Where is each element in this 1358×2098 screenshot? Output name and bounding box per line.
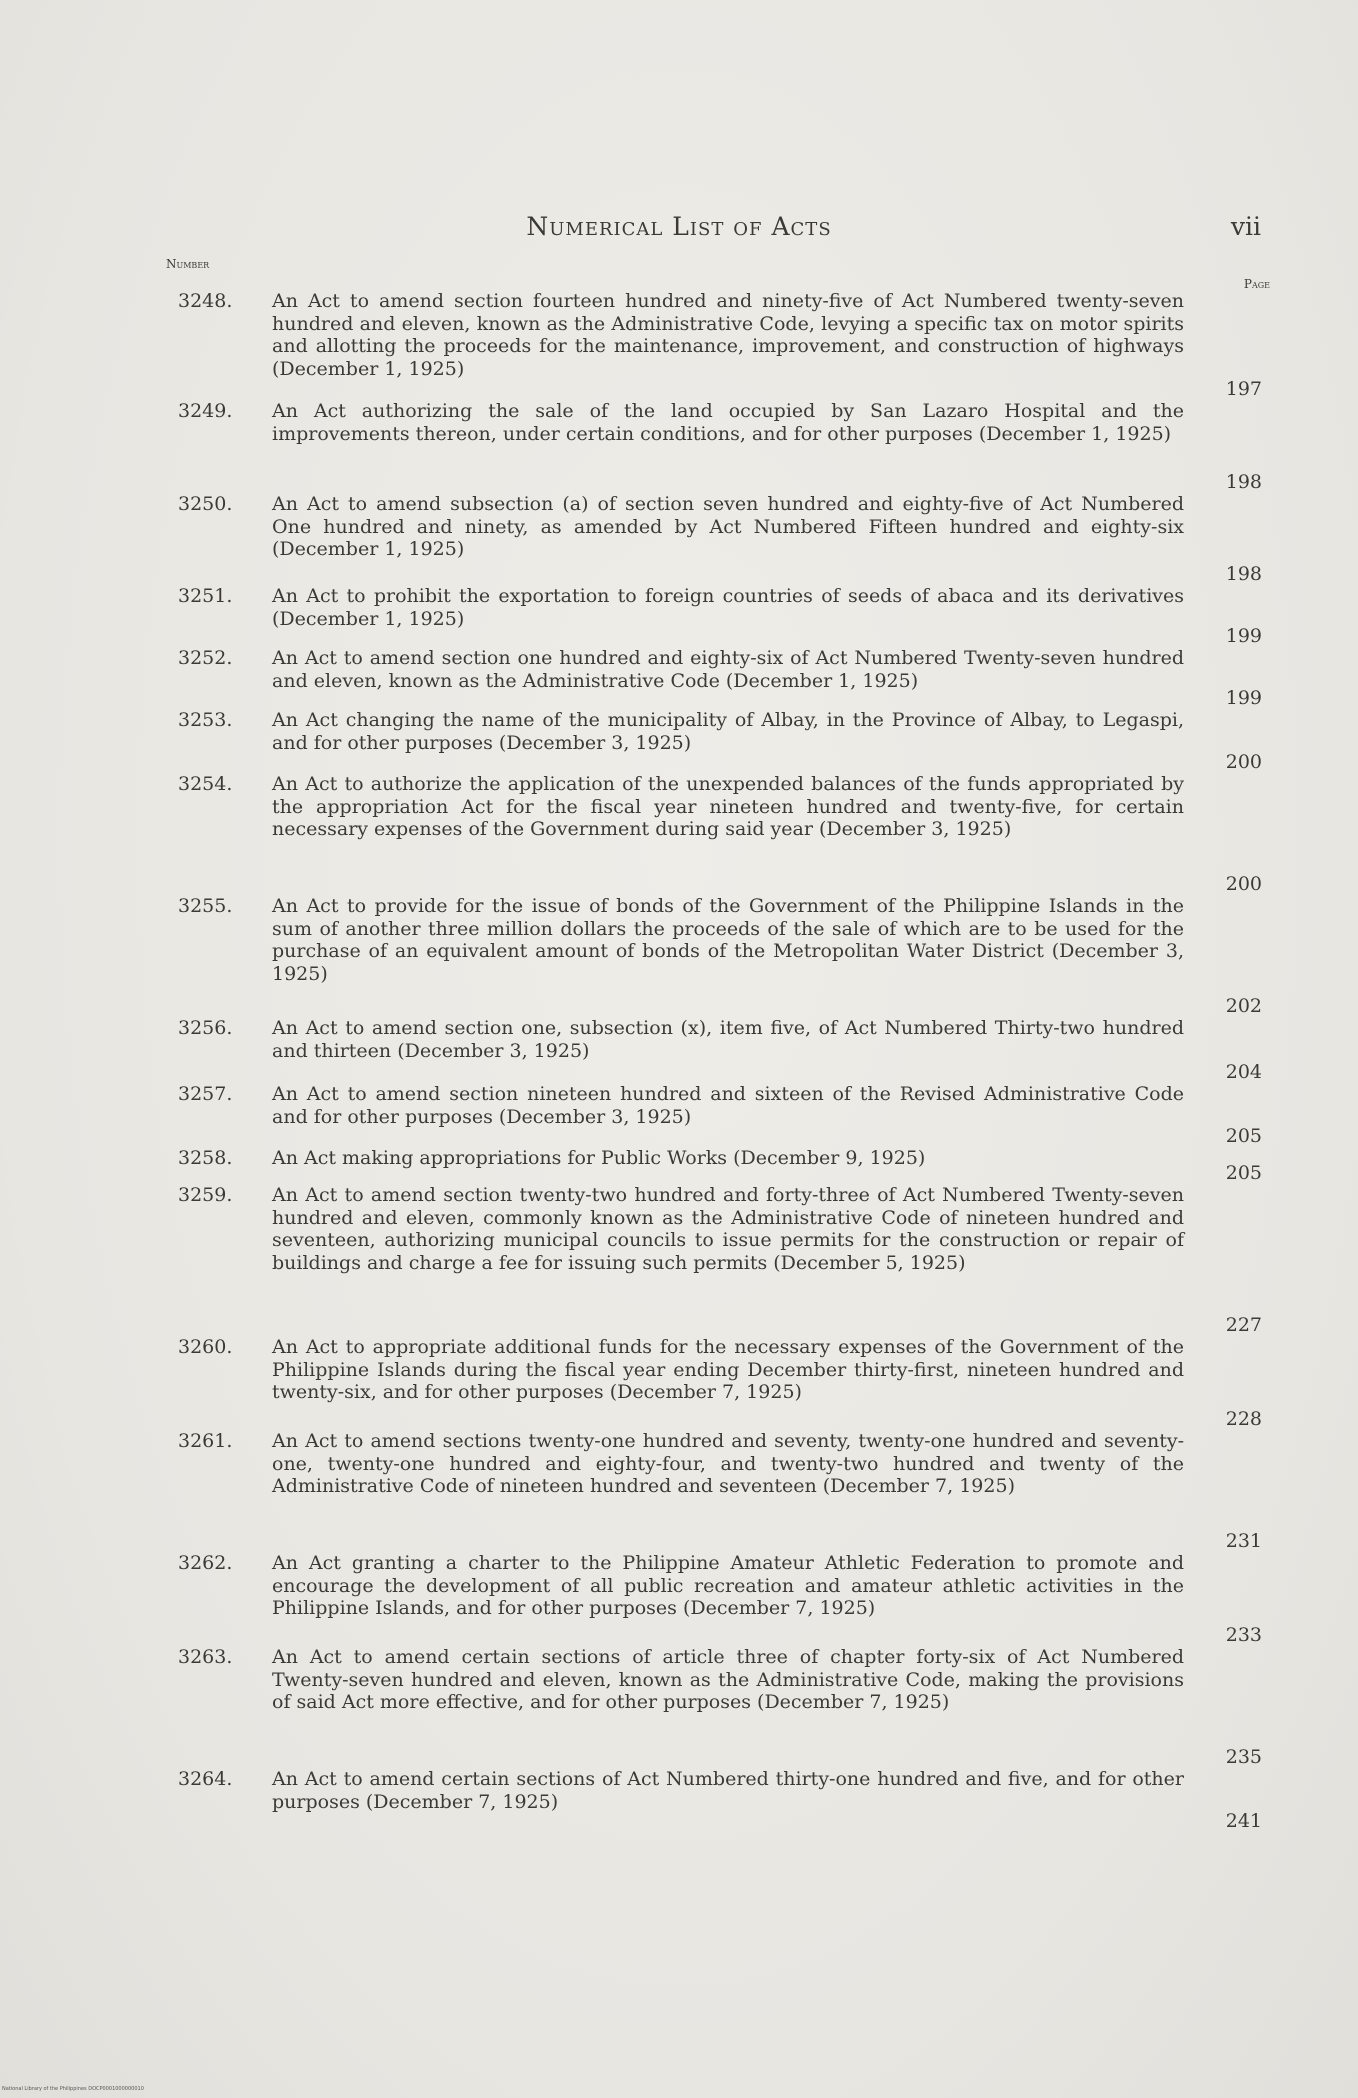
act-number: 3264. bbox=[178, 1768, 233, 1790]
act-page: 200 bbox=[1225, 872, 1262, 895]
act-page: 235 bbox=[1225, 1745, 1262, 1768]
act-page: 241 bbox=[1225, 1809, 1262, 1832]
act-number: 3256. bbox=[178, 1017, 233, 1039]
list-item bbox=[172, 400, 1262, 493]
act-number: 3257. bbox=[178, 1083, 233, 1105]
act-page: 231 bbox=[1225, 1529, 1262, 1552]
list-item bbox=[172, 1184, 1262, 1336]
act-page: 202 bbox=[1225, 994, 1262, 1017]
act-description: An Act to amend section fourteen hundred and ninety-five of Act Numbered twenty-seven hundred and eleven, known as the Administrative Code, levying a specific tax on motor spirits and allotting the proceeds for the maintenance, improvement, and construction of highways (December 1, 1925) bbox=[272, 290, 1184, 380]
act-number: 3260. bbox=[178, 1336, 233, 1358]
act-number: 3254. bbox=[178, 773, 233, 795]
acts-list bbox=[172, 290, 1262, 1832]
list-item bbox=[172, 1017, 1262, 1083]
act-description: An Act to amend section one hundred and eighty-six of Act Numbered Twenty-seven hundred and eleven, known as the Administrative Code (December 1, 1925) bbox=[272, 647, 1184, 692]
act-description: An Act to amend certain sections of Act Numbered thirty-one hundred and five, and for other purposes (December 7, 1925) bbox=[272, 1768, 1184, 1813]
footer-note: National Library of the Philippines DOCP0001000000010 bbox=[2, 2086, 144, 2092]
act-description: An Act to amend certain sections of article three of chapter forty-six of Act Numbered Twenty-seven hundred and eleven, known as the Administrative Code, making the provisions of said Act more effective, and for other purposes (December 7, 1925) bbox=[272, 1646, 1184, 1713]
act-description: An Act granting a charter to the Philippine Amateur Athletic Federation to promote and encourage the development of all public recreation and amateur athletic activities in the Philippine Islands, and for other purposes (December 7, 1925) bbox=[272, 1552, 1184, 1619]
act-number: 3262. bbox=[178, 1552, 233, 1574]
act-page: 205 bbox=[1225, 1124, 1262, 1147]
act-description: An Act authorizing the sale of the land occupied by San Lazaro Hospital and the improvements thereon, under certain conditions, and for other purposes (December 1, 1925) bbox=[272, 400, 1184, 445]
act-description: An Act to authorize the application of the unexpended balances of the funds appropriated by the appropriation Act for the fiscal year nineteen hundred and twenty-five, for certain necessary expenses of the Government during said year (December 3, 1925) bbox=[272, 773, 1184, 840]
act-page: 199 bbox=[1225, 624, 1262, 647]
act-number: 3252. bbox=[178, 647, 233, 669]
act-description: An Act to amend section nineteen hundred and sixteen of the Revised Administrative Code and for other purposes (December 3, 1925) bbox=[272, 1083, 1184, 1128]
list-item bbox=[172, 1083, 1262, 1147]
act-number: 3253. bbox=[178, 709, 233, 731]
act-page: 200 bbox=[1225, 750, 1262, 773]
page-column-label: Page bbox=[1243, 277, 1270, 291]
list-item bbox=[172, 709, 1262, 773]
list-item bbox=[172, 1430, 1262, 1552]
page-numeral: vii bbox=[1230, 212, 1261, 241]
list-item bbox=[172, 585, 1262, 647]
number-column-label: Number bbox=[166, 257, 210, 271]
list-item bbox=[172, 290, 1262, 400]
act-description: An Act to appropriate additional funds for the necessary expenses of the Government of the Philippine Islands during the fiscal year ending December thirty-first, nineteen hundred and twenty-six, and for other purposes (December 7, 1925) bbox=[272, 1336, 1184, 1403]
act-page: 197 bbox=[1225, 377, 1262, 400]
act-description: An Act to prohibit the exportation to foreign countries of seeds of abaca and its derivatives (December 1, 1925) bbox=[272, 585, 1184, 630]
act-page: 233 bbox=[1225, 1623, 1262, 1646]
list-item bbox=[172, 1552, 1262, 1646]
act-number: 3258. bbox=[178, 1147, 233, 1169]
act-page: 198 bbox=[1225, 470, 1262, 493]
list-item bbox=[172, 773, 1262, 895]
act-number: 3261. bbox=[178, 1430, 233, 1452]
act-description: An Act changing the name of the municipality of Albay, in the Province of Albay, to Legaspi, and for other purposes (December 3, 1925) bbox=[272, 709, 1184, 754]
act-number: 3255. bbox=[178, 895, 233, 917]
act-number: 3263. bbox=[178, 1646, 233, 1668]
page-title: Numerical List of Acts bbox=[526, 212, 832, 241]
act-description: An Act to amend section one, subsection (x), item five, of Act Numbered Thirty-two hundred and thirteen (December 3, 1925) bbox=[272, 1017, 1184, 1062]
act-page: 199 bbox=[1225, 686, 1262, 709]
act-number: 3250. bbox=[178, 493, 233, 515]
list-item bbox=[172, 1147, 1262, 1184]
act-number: 3251. bbox=[178, 585, 233, 607]
list-item bbox=[172, 1336, 1262, 1430]
list-item bbox=[172, 493, 1262, 585]
list-item bbox=[172, 895, 1262, 1017]
act-page: 198 bbox=[1225, 562, 1262, 585]
act-page: 205 bbox=[1225, 1161, 1262, 1184]
act-page: 228 bbox=[1225, 1407, 1262, 1430]
act-description: An Act to provide for the issue of bonds of the Government of the Philippine Islands in the sum of another three million dollars the proceeds of the sale of which are to be used for the purchase of an equivalent amount of bonds of the Metropolitan Water District (December 3, 1925) bbox=[272, 895, 1184, 985]
act-number: 3259. bbox=[178, 1184, 233, 1206]
list-item bbox=[172, 1646, 1262, 1768]
act-page: 227 bbox=[1225, 1313, 1262, 1336]
act-page: 204 bbox=[1225, 1060, 1262, 1083]
act-number: 3249. bbox=[178, 400, 233, 422]
act-description: An Act to amend sections twenty-one hundred and seventy, twenty-one hundred and seventy-one, twenty-one hundred and eighty-four, and twenty-two hundred and twenty of the Administrative Code of nineteen hundred and seventeen (December 7, 1925) bbox=[272, 1430, 1184, 1497]
act-number: 3248. bbox=[178, 290, 233, 312]
act-description: An Act to amend subsection (a) of section seven hundred and eighty-five of Act Numbered One hundred and ninety, as amended by Act Numbered Fifteen hundred and eighty-six (December 1, 1925) bbox=[272, 493, 1184, 560]
list-item bbox=[172, 1768, 1262, 1832]
act-description: An Act to amend section twenty-two hundred and forty-three of Act Numbered Twenty-seven hundred and eleven, commonly known as the Administrative Code of nineteen hundred and seventeen, authorizing municipal councils to issue permits for the construction or repair of buildings and charge a fee for issuing such permits (December 5, 1925) bbox=[272, 1184, 1184, 1274]
list-item bbox=[172, 647, 1262, 709]
act-description: An Act making appropriations for Public Works (December 9, 1925) bbox=[272, 1147, 926, 1169]
